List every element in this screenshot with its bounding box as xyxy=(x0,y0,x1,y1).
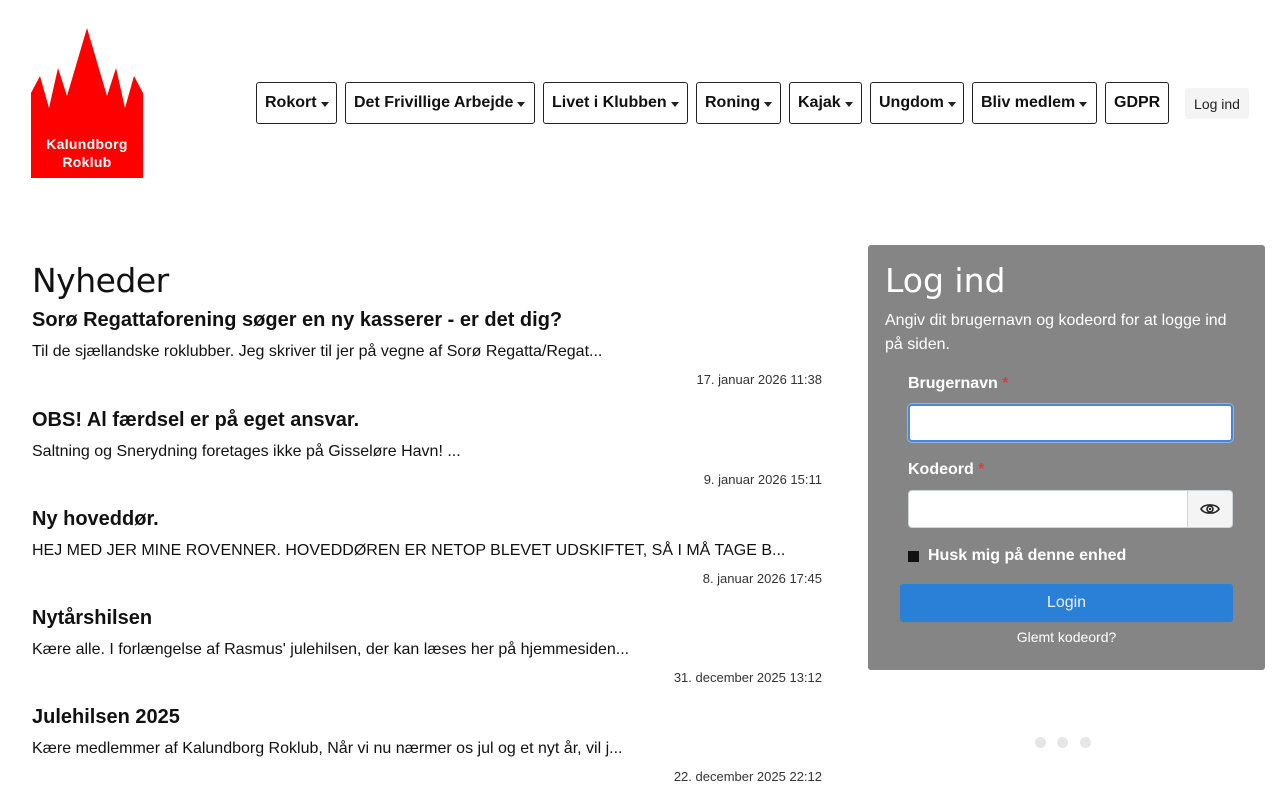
nav-label: Bliv medlem xyxy=(981,94,1076,111)
article-title[interactable]: Nytårshilsen xyxy=(32,607,153,629)
news-article xyxy=(32,408,822,487)
show-password-button[interactable] xyxy=(1187,490,1233,528)
article-title[interactable]: Ny hoveddør. xyxy=(32,508,159,530)
article-excerpt: Til de sjællandske roklubber. Jeg skriver til jer på vegne af Sorø Regatta/Regat... xyxy=(32,343,603,360)
nav-label: Roning xyxy=(705,94,761,111)
news-section xyxy=(32,261,822,784)
login-description: Angiv dit brugernavn og kodeord for at logge ind på siden. xyxy=(885,312,1227,353)
article-excerpt: HEJ MED JER MINE ROVENNER. HOVEDDØREN ER NETOP BLEVET UDSKIFTET, SÅ I MÅ TAGE B... xyxy=(32,542,786,559)
nav-livet-i-klubben[interactable] xyxy=(543,82,688,124)
nav-rokort[interactable] xyxy=(256,82,337,124)
nav-kajak[interactable] xyxy=(789,82,862,124)
required-marker: * xyxy=(978,461,985,478)
article-excerpt: Saltning og Snerydning foretages ikke på Gisseløre Havn! ... xyxy=(32,443,461,460)
caret-down-icon xyxy=(671,102,679,107)
header-login-link[interactable]: Log ind xyxy=(1185,88,1249,119)
news-article xyxy=(32,308,822,387)
password-label xyxy=(908,461,984,479)
article-title[interactable]: Sorø Regattaforening søger en ny kasserer - er det dig? xyxy=(32,309,563,331)
article-date: 8. januar 2026 17:45 xyxy=(702,571,822,586)
nav-label: Det Frivillige Arbejde xyxy=(354,94,514,111)
forgot-password-link[interactable]: Glemt kodeord? xyxy=(1016,629,1117,645)
login-heading: Log ind xyxy=(885,261,1006,300)
eye-icon xyxy=(1200,502,1220,516)
caret-down-icon xyxy=(1079,102,1087,107)
remember-me-row xyxy=(908,547,1126,565)
username-label xyxy=(908,375,1008,393)
article-date: 22. december 2025 22:12 xyxy=(673,769,822,784)
news-heading: Nyheder xyxy=(32,261,169,300)
username-input[interactable] xyxy=(908,404,1233,442)
nav-label: Livet i Klubben xyxy=(552,94,667,111)
login-panel xyxy=(868,245,1265,670)
article-excerpt: Kære medlemmer af Kalundborg Roklub, Når vi nu nærmer os jul og et nyt år, vil j... xyxy=(32,740,623,757)
carousel-dot[interactable] xyxy=(1080,737,1091,748)
article-excerpt: Kære alle. I forlængelse af Rasmus' julehilsen, der kan læses her på hjemmesiden... xyxy=(32,641,630,658)
article-title[interactable]: OBS! Al færdsel er på eget ansvar. xyxy=(32,409,360,431)
nav-label: GDPR xyxy=(1114,94,1161,111)
article-date: 9. januar 2026 15:11 xyxy=(703,472,822,487)
carousel-dot[interactable] xyxy=(1057,737,1068,748)
nav-label: Rokort xyxy=(265,94,317,111)
nav-ungdom[interactable] xyxy=(870,82,964,124)
nav-label: Kajak xyxy=(798,94,841,111)
news-article xyxy=(32,705,822,784)
password-input[interactable] xyxy=(908,490,1188,528)
caret-down-icon xyxy=(845,102,853,107)
club-logo[interactable] xyxy=(31,28,143,178)
article-title[interactable]: Julehilsen 2025 xyxy=(32,706,180,728)
nav-roning[interactable] xyxy=(696,82,781,124)
remember-me-label[interactable]: Husk mig på denne enhed xyxy=(928,547,1127,564)
caret-down-icon xyxy=(764,102,772,107)
nav-gdpr[interactable] xyxy=(1105,82,1169,124)
carousel-dot[interactable] xyxy=(1035,737,1046,748)
article-date: 31. december 2025 13:12 xyxy=(673,670,822,685)
caret-down-icon xyxy=(517,102,525,107)
login-submit-button[interactable]: Login xyxy=(900,584,1233,622)
required-marker: * xyxy=(1002,375,1009,392)
news-article xyxy=(32,507,822,586)
nav-label: Ungdom xyxy=(879,94,944,111)
nav-bliv-medlem[interactable] xyxy=(972,82,1097,124)
remember-me-checkbox[interactable] xyxy=(908,551,919,562)
logo-text-line2: Roklub xyxy=(62,154,112,170)
logo-text-line1: Kalundborg xyxy=(46,136,128,152)
nav-det-frivillige-arbejde[interactable] xyxy=(345,82,535,124)
password-label-text: Kodeord xyxy=(908,461,974,478)
article-date: 17. januar 2026 11:38 xyxy=(696,372,822,387)
username-label-text: Brugernavn xyxy=(908,375,998,392)
news-article xyxy=(32,606,822,685)
caret-down-icon xyxy=(321,102,329,107)
caret-down-icon xyxy=(948,102,956,107)
